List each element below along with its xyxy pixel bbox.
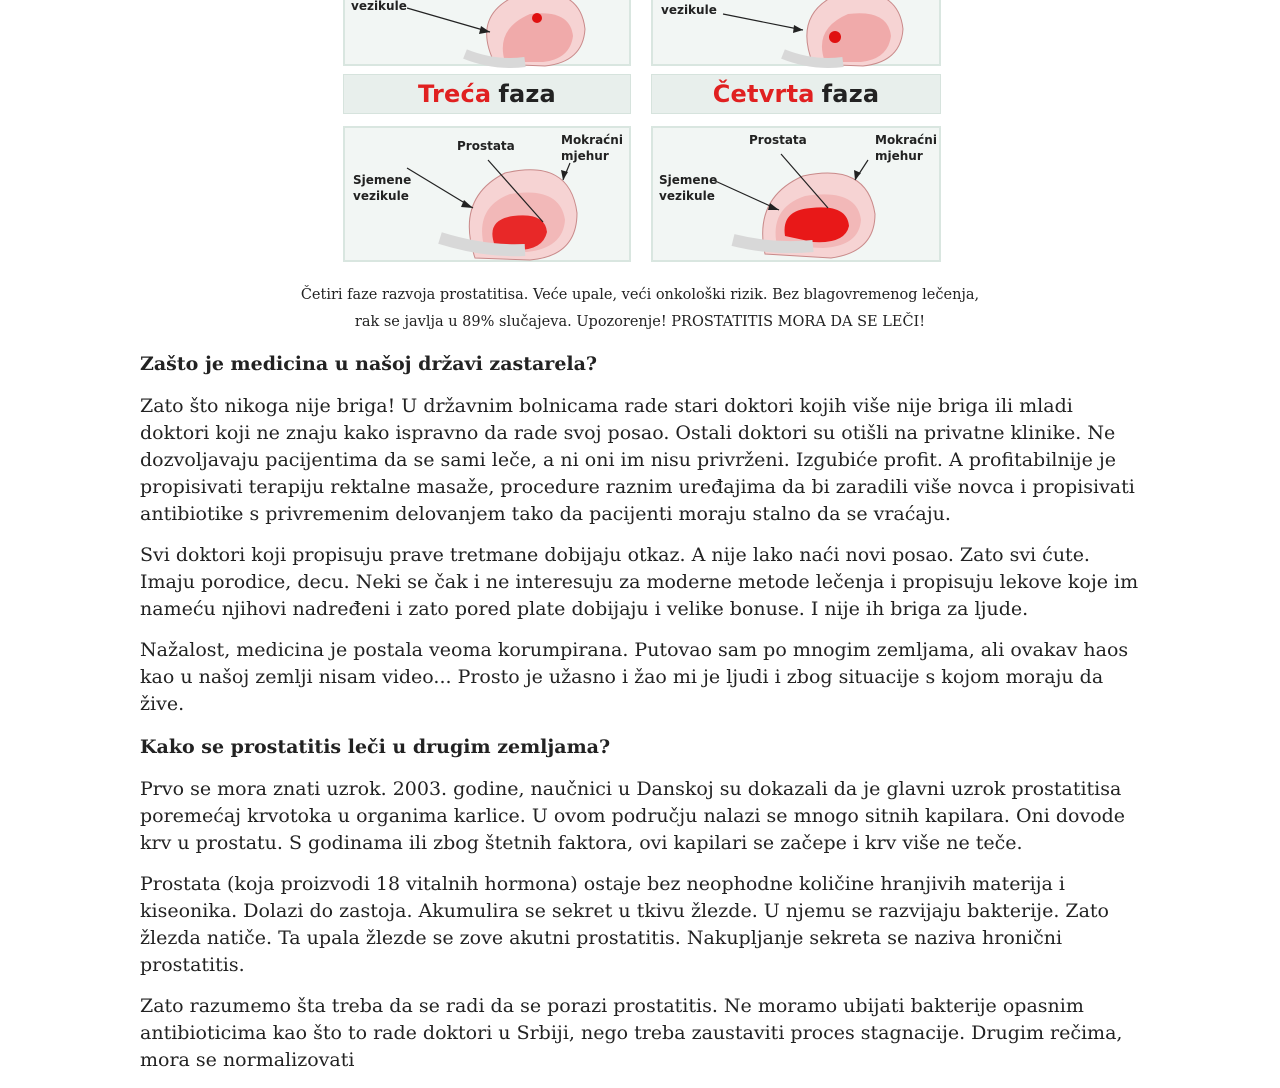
phase-4-title [651,74,941,114]
phase-4-panel [651,126,941,262]
seminal-vesicles-label: vezikule [351,0,407,13]
phase-3-title [343,74,631,114]
caption-line-2: rak se javlja u 89% slučajeva. Upozorenje! PROSTATITIS MORA DA SE LEČI! [354,314,926,330]
paragraph: Zato razumemo šta treba da se radi da se porazi prostatitis. Ne moramo ubijati bakterije opasnim antibioticima kao što to rade doktori u Srbiji, nego treba zaustaviti proces stagnacije. Drugim rečima, mora se normalizovati [140,995,1123,1071]
phase-1-panel [343,0,631,66]
section-heading-treatment-abroad: Kako se prostatitis leči u drugim zemljama? [140,736,611,758]
phase-3-word: faza [498,80,556,108]
seminal-vesicles-label: vezikule [661,3,717,17]
prostate-label: Prostata [457,139,515,153]
phase-4-ordinal: Četvrta [712,80,815,108]
paragraph: Svi doktori koji propisuju prave tretmane dobijaju otkaz. A nije lako naći novi posao. Zato svi ćute. Imaju porodice, decu. Neki se čak i ne interesuju za moderne metode lečenja i propisuju lekove koje im nameću njihovi nadređeni i zato pored plate dobijaju i velike bonuse. I nije ih briga za ljude. [140,544,1139,620]
prostate-label: Prostata [749,133,807,147]
paragraph: Prostata (koja proizvodi 18 vitalnih hormona) ostaje bez neophodne količine hranjivih materija i kiseonika. Dolazi do zastoja. Akumulira se sekret u tkivu žlezde. U njemu se razvijaju bakterije. Zato žlezda natiče. Ta upala žlezde se zove akutni prostatitis. Nakupljanje sekreta se naziva hronični prostatitis. [140,873,1109,976]
prostatitis-phases-figure [343,0,943,264]
bladder-label: Mokraćni mjehur [875,133,937,163]
seminal-vesicles-label: Sjemene vezikule [353,173,412,203]
paragraph: Zato što nikoga nije briga! U državnim bolnicama rade stari doktori kojih više nije briga ili mladi doktori koji ne znaju kako ispravno da rade svoj posao. Ostali doktori su otišli na privatne klinike. Ne dozvoljavaju pacijentima da se sami leče, a ni oni im nisu privrženi. Izgubiće profit. A profitabilnije je propisivati terapiju rektalne masaže, procedure raznim uređajima da bi zaradili više novca i propisivati antibiotike s privremenim delovanjem tako da pacijenti moraju stalno da se vraćaju. [140,395,1135,525]
paragraph: Nažalost, medicina je postala veoma korumpirana. Putovao sam po mnogim zemljama, ali ovakav haos kao u našoj zemlji nisam video... Prosto je užasno i žao mi je ljudi i zbog situacije s kojom moraju da žive. [140,639,1129,715]
phase-3-ordinal: Treća [418,80,492,108]
phase-4-word: faza [821,80,880,108]
caption-line-1: Četiri faze razvoja prostatitisa. Veće upale, veći onkološki rizik. Bez blagovremenog lečenja, [300,287,980,303]
section-heading-outdated-medicine: Zašto je medicina u našoj državi zastarela? [140,353,598,375]
figure-caption [280,282,1000,336]
seminal-vesicles-label: Sjemene vezikule [659,173,718,203]
phase-3-panel [343,126,631,262]
paragraph: Prvo se mora znati uzrok. 2003. godine, naučnici u Danskoj su dokazali da je glavni uzrok prostatitisa poremećaj krvotoka u organima karlice. U ovom području nalazi se mnogo sitnih kapilara. Oni dovode krv u prostatu. S godinama ili zbog štetnih faktora, ovi kapilari se začepe i krv više ne teče. [140,778,1126,854]
phase-2-panel [651,0,941,66]
bladder-label: Mokraćni mjehur [561,133,623,163]
article-body [140,349,1140,1088]
